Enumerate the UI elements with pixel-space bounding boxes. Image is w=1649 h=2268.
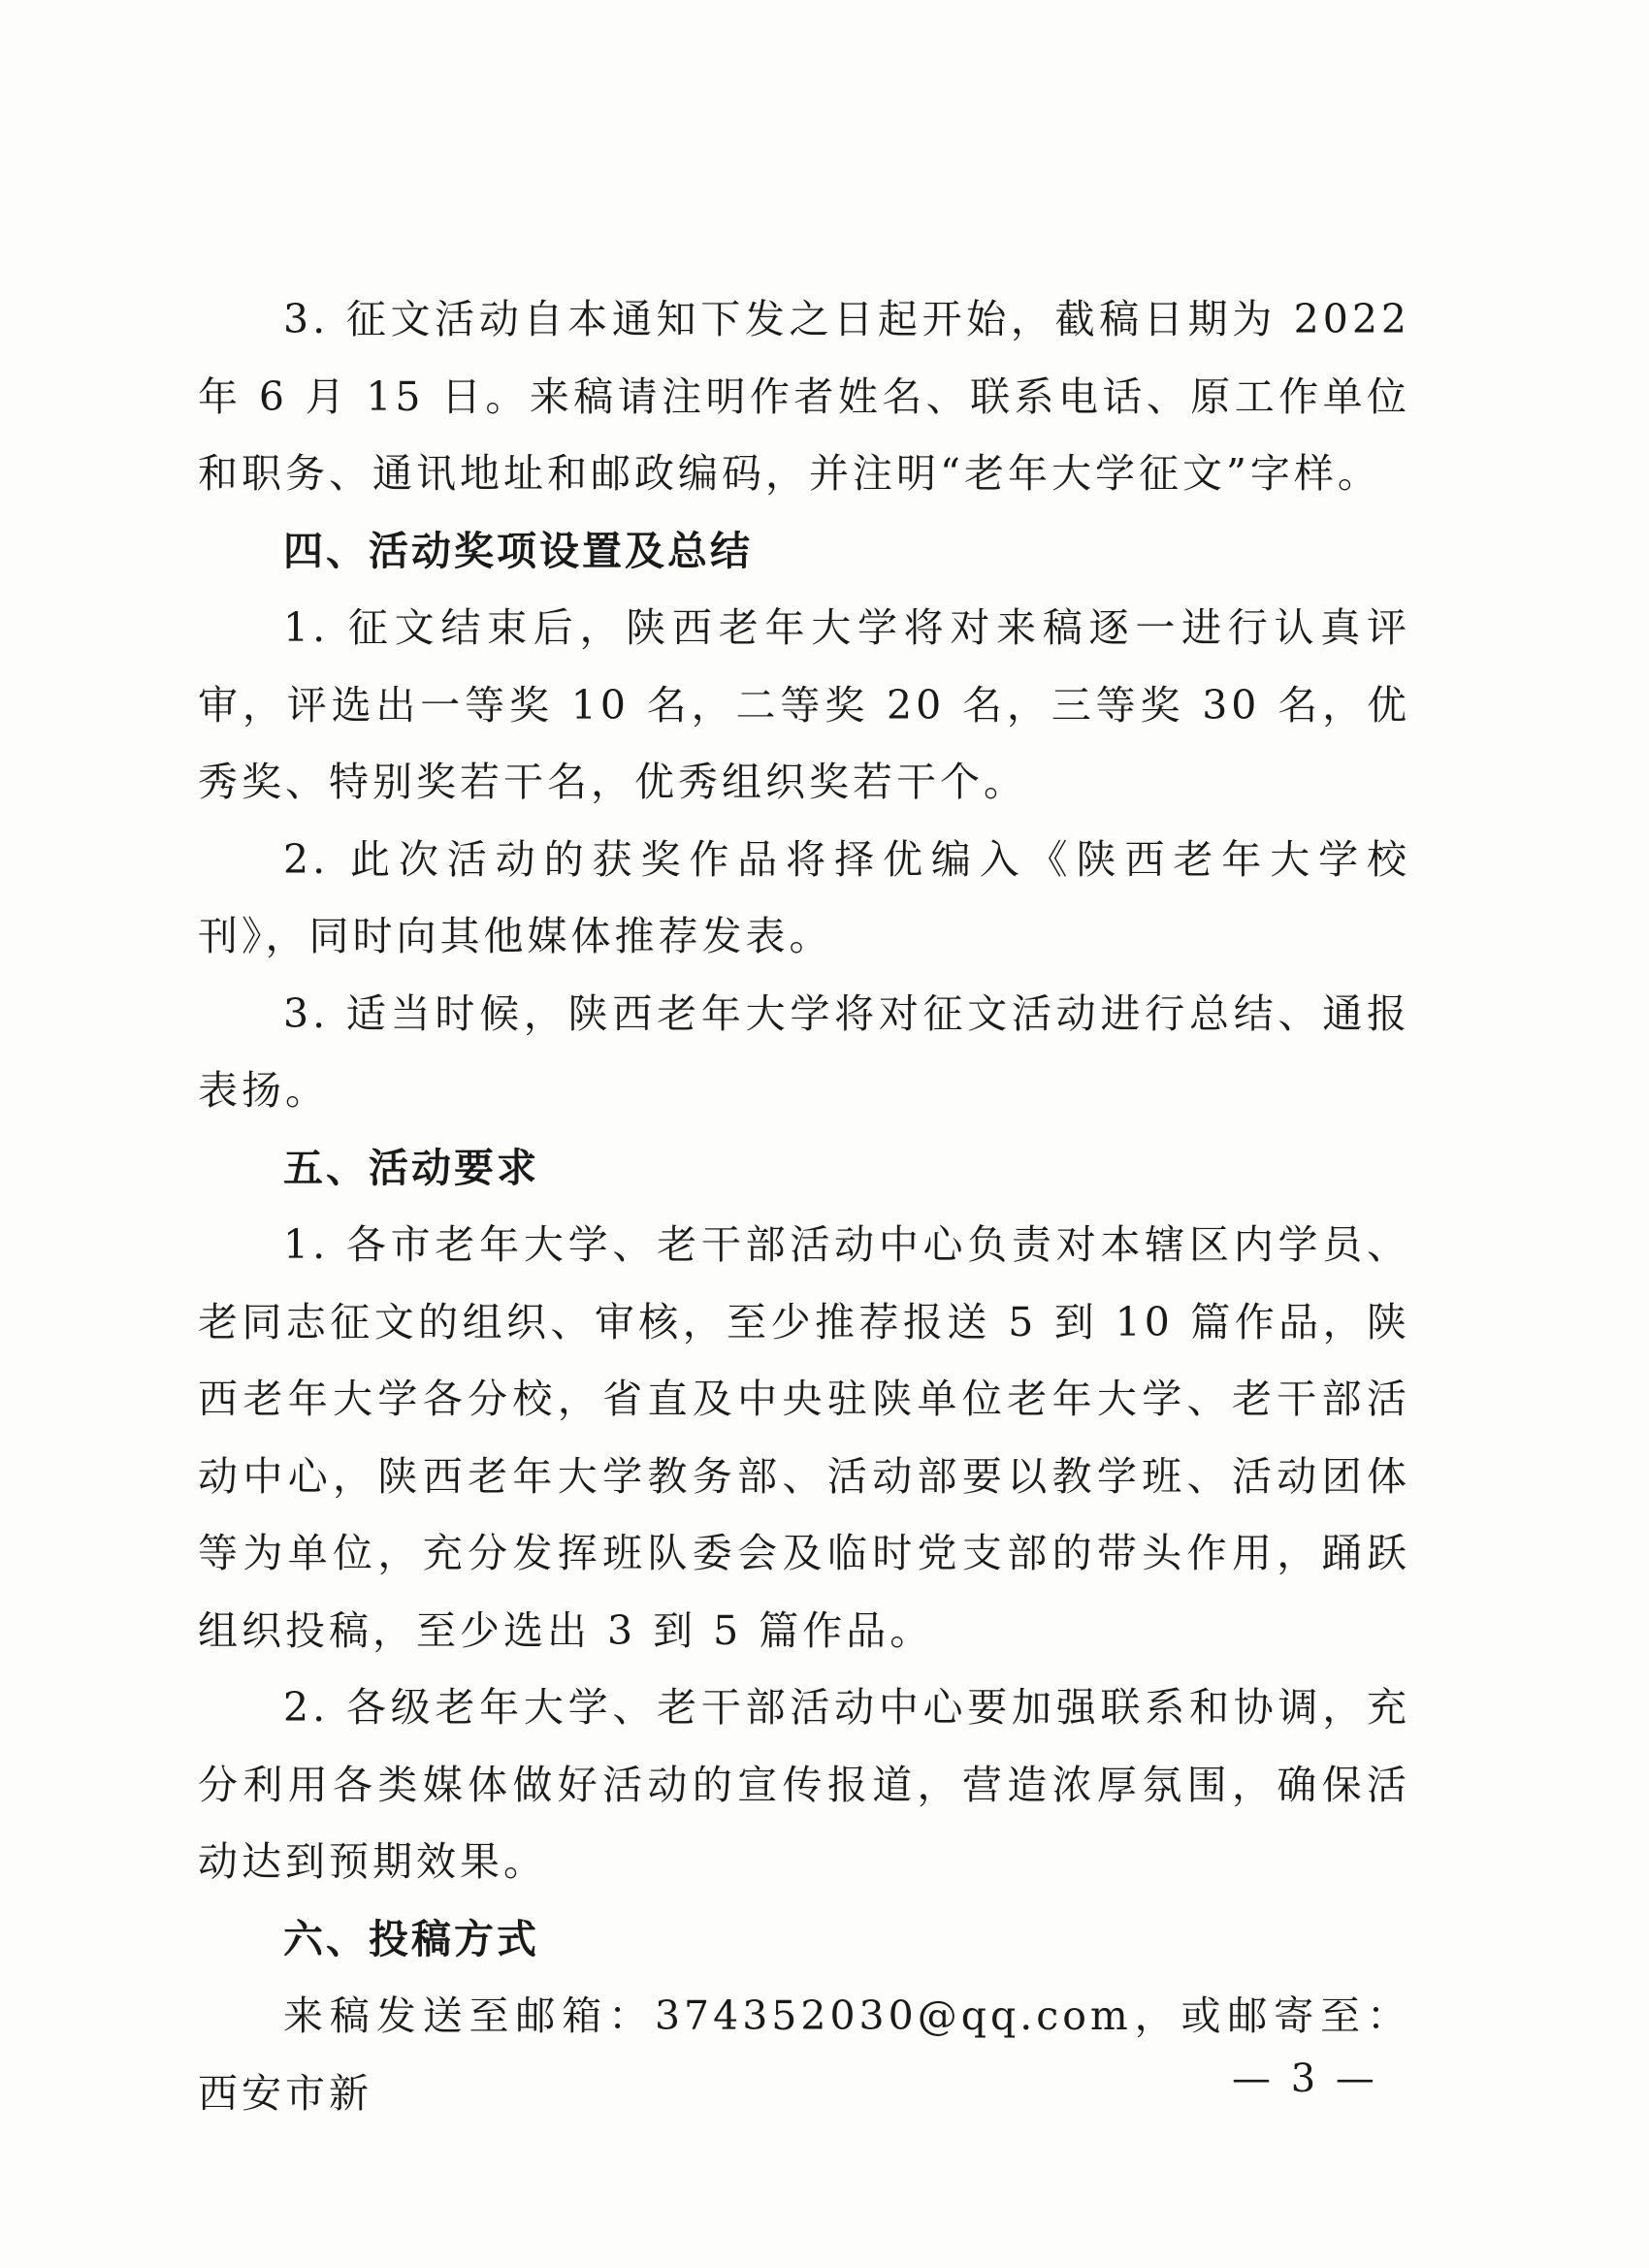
section-heading-requirements: 五、活动要求 — [283, 1144, 539, 1191]
paragraph-submission-method: 来稿发送至邮箱：374352030@qq.com，或邮寄至：西安市新 — [198, 1993, 1410, 2117]
paragraph-requirements-publicity: 2. 各级老年大学、老干部活动中心要加强联系和协调，充分利用各类媒体做好活动的宣传报道，营造浓厚氛围，确保活动达到预期效果。 — [198, 1684, 1410, 1885]
paragraph-awards-publication: 2. 此次活动的获奖作品将择优编入《陕西老年大学校刊》，同时向其他媒体推荐发表。 — [198, 835, 1410, 959]
paragraph-awards-summary: 3. 适当时候，陕西老年大学将对征文活动进行总结、通报表扬。 — [198, 989, 1410, 1114]
paragraph-requirements-organization: 1. 各市老年大学、老干部活动中心负责对本辖区内学员、老同志征文的组织、审核，至少推荐报送 5 到 10 篇作品，陕西老年大学各分校，省直及中央驻陕单位老年大学、老干部活动中心，陕西老年大学教务部、活动部要以教学班、活动团体等为单位，充分发挥班队委会及临时党支部的带头作用，踊跃组织投稿，至少选出 3 到 5 篇作品。 — [198, 1221, 1410, 1654]
document-body — [198, 281, 1410, 2132]
page-number: — 3 — — [1232, 2057, 1378, 2101]
paragraph-awards-evaluation: 1. 征文结束后，陕西老年大学将对来稿逐一进行认真评审，评选出一等奖 10 名，二等奖 20 名，三等奖 30 名，优秀奖、特别奖若干名，优秀组织奖若干个。 — [198, 604, 1410, 805]
section-heading-awards: 四、活动奖项设置及总结 — [283, 527, 753, 574]
section-heading-submission: 六、投稿方式 — [283, 1915, 539, 1962]
paragraph-deadline: 3. 征文活动自本通知下发之日起开始，截稿日期为 2022 年 6 月 15 日。来稿请注明作者姓名、联系电话、原工作单位和职务、通讯地址和邮政编码，并注明“老年大学征文”字样。 — [198, 296, 1410, 497]
